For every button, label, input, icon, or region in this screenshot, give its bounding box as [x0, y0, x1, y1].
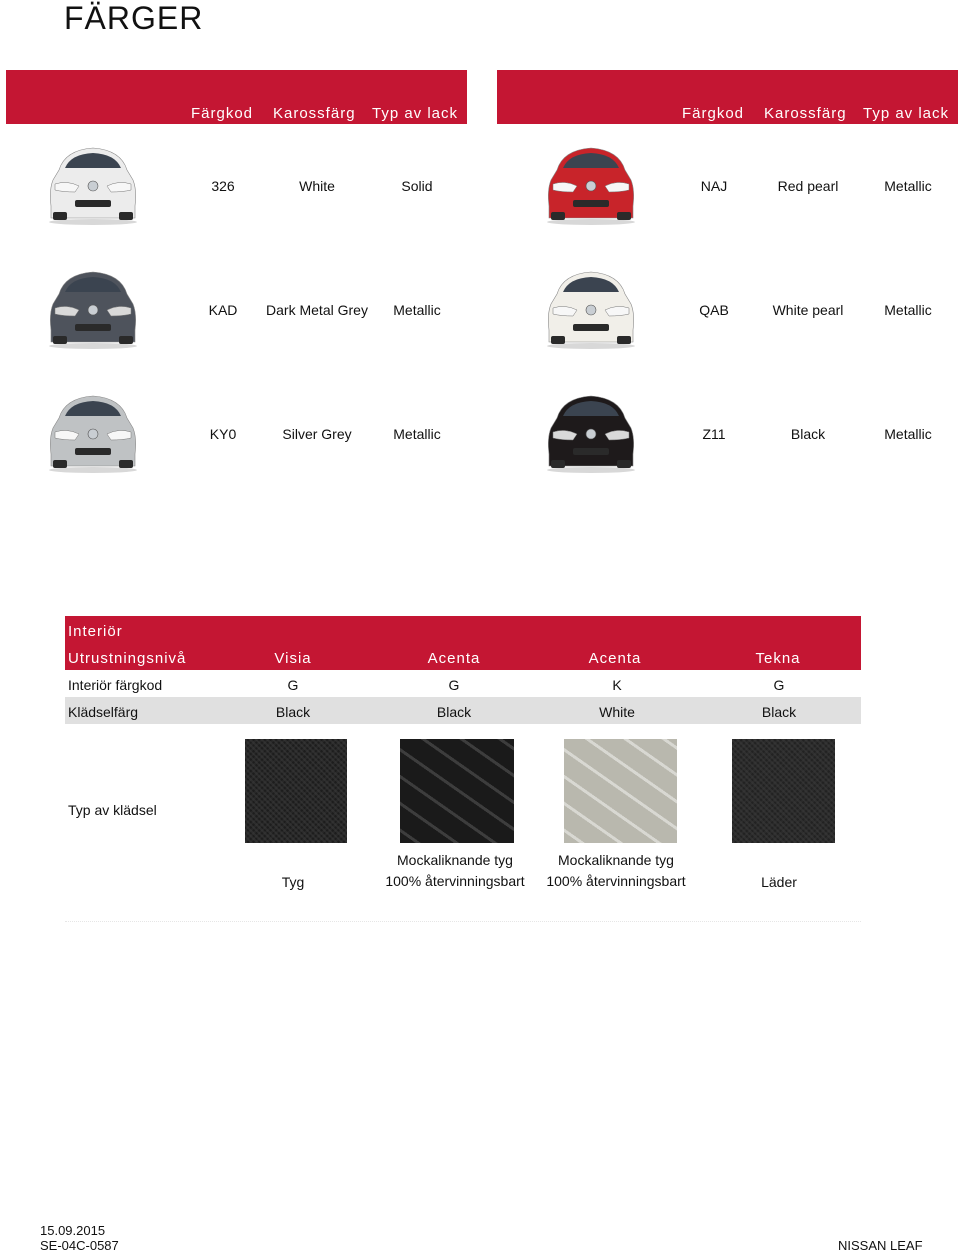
- header-paint-type: Typ av lack: [863, 105, 950, 122]
- body-color-cell: Silver Grey: [282, 426, 352, 442]
- color-code-cell: 326: [211, 178, 235, 194]
- paint-type-cell: Metallic: [884, 426, 932, 442]
- header-color-code: Färgkod: [682, 105, 745, 122]
- header-body-color: Karossfärg: [764, 105, 847, 122]
- body-color-cell: Red pearl: [777, 178, 839, 194]
- car-front-icon: [543, 264, 639, 350]
- upholstery-type-line2: 100% återvinningsbart: [385, 873, 525, 889]
- exterior-header-left: [6, 70, 467, 124]
- upholstery-type-cell: [761, 872, 797, 893]
- upholstery-type-cell: [282, 872, 305, 893]
- color-code-cell: G: [448, 677, 460, 693]
- car-image: [45, 388, 141, 474]
- upholstery-type-cell: [385, 850, 524, 892]
- upholstery-swatch: [732, 739, 835, 843]
- upholstery-color-cell: White: [599, 704, 635, 720]
- color-code-cell: Z11: [702, 426, 726, 442]
- body-color-cell: White: [299, 178, 335, 194]
- car-image: [543, 140, 639, 226]
- upholstery-type-line2: Tyg: [281, 874, 305, 890]
- interior-title: Interiör: [68, 623, 123, 640]
- divider: [65, 921, 861, 922]
- footer-date: 15.09.2015: [40, 1223, 106, 1238]
- trim-level-acenta: Acenta: [588, 650, 642, 667]
- upholstery-swatch: [245, 739, 347, 843]
- car-front-icon: [45, 140, 141, 226]
- color-code-cell: K: [612, 677, 622, 693]
- car-front-icon: [543, 140, 639, 226]
- trim-level-visia: Visia: [274, 650, 312, 667]
- upholstery-type-line1: Mockaliknande tyg: [558, 852, 674, 868]
- paint-type-cell: Metallic: [393, 302, 441, 318]
- upholstery-color-cell: Black: [761, 704, 797, 720]
- page-title: FÄRGER: [64, 0, 204, 36]
- body-color-cell: Black: [790, 426, 826, 442]
- footer-doc-code: SE-04C-0587: [40, 1238, 119, 1253]
- color-code-cell: KY0: [209, 426, 237, 442]
- color-code-cell: QAB: [699, 302, 729, 318]
- trim-level-tekna: Tekna: [755, 650, 801, 667]
- paint-type-cell: Metallic: [884, 302, 932, 318]
- color-code-cell: NAJ: [700, 178, 728, 194]
- interior-header: [65, 616, 861, 670]
- car-image: [543, 388, 639, 474]
- interior-color-code-row: [65, 670, 861, 697]
- upholstery-color-cell: Black: [436, 704, 472, 720]
- car-front-icon: [543, 388, 639, 474]
- row-label: Interiör färgkod: [68, 677, 163, 693]
- paint-type-cell: Metallic: [884, 178, 932, 194]
- header-body-color: Karossfärg: [273, 105, 356, 122]
- upholstery-type-cell: [546, 850, 685, 892]
- upholstery-swatch: [564, 739, 677, 843]
- exterior-header-right: [497, 70, 958, 124]
- header-color-code: Färgkod: [191, 105, 254, 122]
- header-paint-type: Typ av lack: [372, 105, 459, 122]
- paint-type-cell: Metallic: [393, 426, 441, 442]
- upholstery-color-cell: Black: [275, 704, 311, 720]
- trim-level-acenta: Acenta: [427, 650, 481, 667]
- upholstery-type-line2: Läder: [761, 874, 797, 890]
- color-code-cell: KAD: [208, 302, 238, 318]
- trim-level-label: Utrustningsnivå: [68, 650, 187, 667]
- body-color-cell: Dark Metal Grey: [266, 302, 368, 318]
- color-code-cell: G: [773, 677, 785, 693]
- upholstery-swatch: [400, 739, 514, 843]
- car-image: [45, 140, 141, 226]
- upholstery-type-label: Typ av klädsel: [68, 802, 157, 818]
- paint-type-cell: Solid: [401, 178, 433, 194]
- upholstery-type-line2: 100% återvinningsbart: [546, 873, 686, 889]
- upholstery-color-row: [65, 697, 861, 724]
- car-front-icon: [45, 264, 141, 350]
- upholstery-type-line1: Mockaliknande tyg: [397, 852, 513, 868]
- car-front-icon: [45, 388, 141, 474]
- car-image: [45, 264, 141, 350]
- footer-model: NISSAN LEAF: [838, 1238, 923, 1253]
- body-color-cell: White pearl: [772, 302, 844, 318]
- row-label: Klädselfärg: [68, 704, 139, 720]
- color-code-cell: G: [287, 677, 299, 693]
- car-image: [543, 264, 639, 350]
